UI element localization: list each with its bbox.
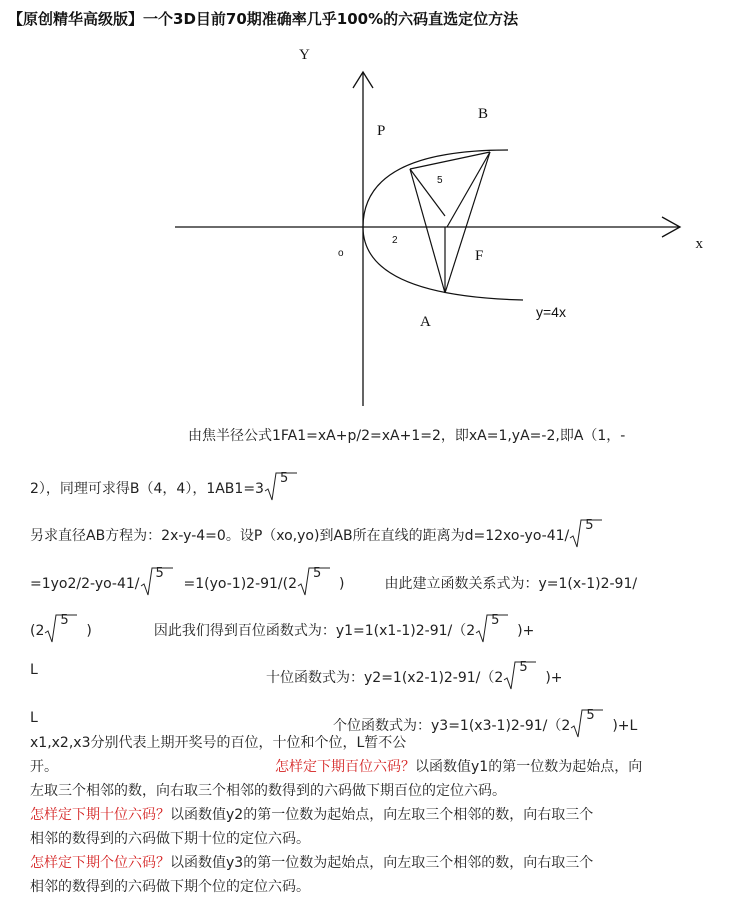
label-seg-2: 2: [392, 235, 398, 246]
parabola-diagram: [165, 38, 705, 408]
text-l4b: =1(yo-1)2-91/(2: [183, 576, 298, 592]
sqrt-value: 5: [279, 471, 289, 486]
paragraph-line-12: [30, 829, 310, 849]
question-hundreds: 怎样定下期百位六码？: [275, 759, 415, 775]
paragraph-line-3: [30, 518, 603, 548]
text-l12: 相邻的数得到的六码做下期十位的定位六码。: [30, 831, 310, 847]
sqrt-value: 5: [585, 518, 594, 533]
text-l5c: 因此我们得到百位函数式为：y1=1(x1-1)2-91/（2: [153, 623, 476, 639]
text-l7c: )+L: [612, 718, 638, 734]
text-l11b: 以函数值y2的第一位数为起始点，向左取三个相邻的数，向右取三个: [170, 807, 594, 823]
sqrt-symbol: [44, 613, 78, 643]
sqrt-value: 5: [491, 613, 500, 628]
sqrt-symbol: [569, 518, 603, 548]
diagram-svg: [165, 38, 705, 408]
text-l6b: 十位函数式为：y2=1(x2-1)2-91/（2: [266, 670, 504, 686]
sqrt-symbol: [570, 708, 604, 738]
text-l9c: 以函数值y1的第一位数为起始点，向: [415, 759, 643, 775]
label-point-p: P: [377, 123, 386, 139]
question-tens: 怎样定下期十位六码？: [30, 807, 170, 823]
label-axis-x: x: [695, 236, 703, 252]
label-point-f: F: [475, 248, 484, 264]
text-l5d: )+: [517, 623, 535, 639]
question-units: 怎样定下期个位六码？: [30, 855, 170, 871]
sqrt-symbol: [475, 613, 509, 643]
sqrt-symbol: [140, 566, 174, 596]
parabola-curve: [363, 150, 523, 300]
label-point-a: A: [420, 314, 431, 330]
text-l5a: (2: [30, 623, 45, 639]
text-l4d: 由此建立函数关系式为：y=1(x-1)2-91/: [384, 576, 638, 592]
sqrt-value: 5: [60, 613, 69, 628]
text-l7a: L: [30, 710, 38, 726]
label-point-b: B: [478, 106, 489, 122]
sqrt-value: 5: [586, 708, 595, 723]
text-l6c: )+: [545, 670, 563, 686]
paragraph-line-6b: [266, 660, 563, 690]
text-l10: 左取三个相邻的数，向右取三个相邻的数得到的六码做下期百位的定位六码。: [30, 783, 506, 799]
paragraph-line-7: [30, 708, 38, 728]
line-ab: [445, 152, 490, 293]
label-seg-5: 5: [437, 175, 443, 186]
text-l3: 另求直径AB方程为：2x-y-4=0。设P（xo,yo)到AB所在直线的距离为d=12xo-yo-41/: [30, 528, 570, 544]
line-pa: [410, 169, 445, 293]
text-l9a: 开。: [30, 759, 58, 775]
paragraph-line-8: [30, 733, 406, 753]
paragraph-line-9: [30, 757, 58, 777]
text-l4a: =1yo2/2-yo-41/: [30, 576, 140, 592]
article-title: 【原创精华高级版】一个3D目前70期准确率几乎100%的六码直选定位方法: [8, 10, 519, 28]
paragraph-line-14: [30, 877, 310, 897]
text-l1: 由焦半径公式1FA1=xA+p/2=xA+1=2，即xA=1,yA=-2,即A（1，-: [188, 428, 626, 444]
text-l4c: ): [339, 576, 345, 592]
paragraph-line-5: [30, 613, 534, 643]
paragraph-line-11: [30, 805, 593, 825]
text-l14: 相邻的数得到的六码做下期个位的定位六码。: [30, 879, 310, 895]
label-equation: y=4x: [536, 304, 566, 320]
paragraph-line-6: [30, 660, 38, 680]
sqrt-value: 5: [519, 660, 528, 675]
text-l7b: 个位函数式为：y3=1(x3-1)2-91/（2: [333, 718, 571, 734]
text-l8: x1,x2,x3分别代表上期开奖号的百位，十位和个位，L暂不公: [30, 735, 407, 751]
line-bf: [447, 152, 490, 227]
paragraph-line-4: [30, 566, 637, 596]
sqrt-symbol: [503, 660, 537, 690]
sqrt-symbol: [264, 471, 298, 501]
text-l6a: L: [30, 662, 38, 678]
sqrt-value: 5: [313, 566, 322, 581]
label-origin: o: [338, 248, 344, 259]
text-l2: 2），同理可求得B（4，4），1AB1=3: [30, 481, 264, 497]
paragraph-line-2: [30, 471, 298, 501]
paragraph-line-13: [30, 853, 593, 873]
text-l13b: 以函数值y3的第一位数为起始点，向左取三个相邻的数，向右取三个: [170, 855, 594, 871]
label-axis-y: Y: [299, 47, 310, 63]
sqrt-value: 5: [155, 566, 164, 581]
paragraph-line-10: [30, 781, 506, 801]
text-l5b: ): [86, 623, 92, 639]
sqrt-symbol: [297, 566, 331, 596]
paragraph-line-1: [188, 426, 625, 446]
paragraph-line-9b: [275, 757, 642, 777]
